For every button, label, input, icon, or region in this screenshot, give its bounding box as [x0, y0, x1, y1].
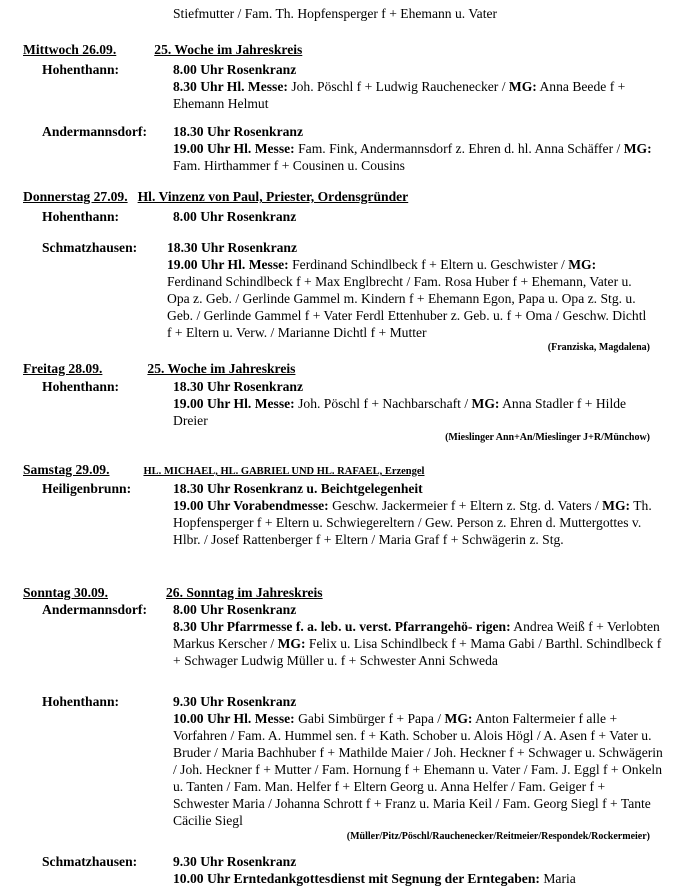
place-label: Hohenthann:: [42, 379, 120, 394]
mass-time: 19.00 Uhr Hl. Messe:: [167, 257, 289, 272]
place-label: Schmatzhausen:: [42, 854, 138, 869]
day-date: Donnerstag 27.09.: [23, 189, 128, 204]
intention-text: Anton Faltermeier f alle + Vorfahren / Fam. A. Hummel sen. f + Kath. Schober u. Alois Högl / A. Asen f + Vater u. Bruder / Maria Bachhuber f + Mathilde Maier / Joh. Heckner f + Schwager u. Schwägerin / Joh. Heckner f + Mutter / Fam. Hornung f + Ehemann u. Vater / Fam. J. Eggl f + Onkeln u. Tanten / Fam. Man. Helfer f + Eltern Georg u. Anna Helfer / Fam. Geiger f + Schwester Maria / Johanna Schrott f + Franz u. Maria Keil / Fam. Georg Siegl f + Tante Cäcilie Siegl: [173, 711, 663, 828]
intention-text: Ferdinand Schindlbeck f + Max Englbrecht / Fam. Rosa Huber f + Ehemann, Vater u. Opa z. Geb. / Gerlinde Gammel m. Kindern f + Ehemann Egon, Papa u. Opa z. Stg. u. Geb. / Gerlinde Gammel f + Vater Ferdl Ettenhuber z. Geb. u. f + Oma / Geschw. Dichtl f + Eltern u. Verw. / Marianne Dichtl f + Mutter: [167, 274, 647, 340]
mg-label: MG:: [623, 141, 652, 156]
mass-intentions: [173, 78, 663, 112]
intention-text: Joh. Pöschl f + Ludwig Rauchenecker /: [291, 79, 506, 94]
continuation-line: Stiefmutter / Fam. Th. Hopfensperger f + Ehemann u. Vater: [173, 6, 498, 21]
place-label: Hohenthann:: [42, 209, 120, 224]
mass-intentions: [173, 870, 663, 887]
day-header-wednesday: [23, 41, 302, 58]
mass-intentions: [173, 497, 663, 548]
service-line: 9.30 Uhr Rosenkranz: [173, 694, 297, 709]
mass-time: 10.00 Uhr Hl. Messe:: [173, 711, 295, 726]
mass-time: 8.30 Uhr Pfarrmesse f. a. leb. u. verst. Pfarrangehö- rigen:: [173, 619, 511, 634]
intention-text: Joh. Pöschl f + Nachbarschaft /: [298, 396, 469, 411]
intention-text: Maria: [543, 871, 576, 886]
day-header-thursday: [23, 188, 408, 205]
mg-label: MG:: [444, 711, 473, 726]
day-date: Freitag 28.09.: [23, 361, 103, 376]
service-line: 9.30 Uhr Rosenkranz: [173, 854, 297, 869]
intention-text: Anna Beede f + Ehemann Helmut: [173, 79, 626, 111]
ministrant-note: (Müller/Pitz/Pöschl/Rauchenecker/Reitmeier/Respondek/Rockermeier): [346, 831, 650, 842]
mg-label: MG:: [508, 79, 537, 94]
mass-time: 8.30 Uhr Hl. Messe:: [173, 79, 288, 94]
intention-text: Th. Hopfensperger f + Eltern u. Schwiegereltern / Gew. Person z. Ehren d. Muttergottes v. Hlbr. / Josef Rattenberger f + Eltern / Maria Graf f + Schwägerin z. Stg.: [173, 498, 652, 547]
mass-intentions: [173, 618, 663, 669]
mg-label: MG:: [471, 396, 500, 411]
place-label: Heiligenbrunn:: [42, 481, 132, 496]
mass-intentions: [173, 710, 663, 829]
intention-text: Fam. Fink, Andermannsdorf z. Ehren d. hl. Anna Schäffer /: [298, 141, 621, 156]
day-header-saturday: [23, 461, 424, 480]
day-header-sunday: [23, 584, 323, 601]
intention-text: Gabi Simbürger f + Papa /: [298, 711, 442, 726]
place-label: Hohenthann:: [42, 62, 120, 77]
day-title: 25. Woche im Jahreskreis: [147, 361, 296, 376]
intention-text: Geschw. Jackermeier f + Eltern z. Stg. d. Vaters /: [332, 498, 599, 513]
service-line: 18.30 Uhr Rosenkranz: [173, 379, 304, 394]
intention-text: Andrea Weiß f + Verlobten Markus Kerscher /: [173, 619, 660, 651]
mg-label: MG:: [277, 636, 306, 651]
mass-intentions: [167, 256, 647, 341]
day-title: Hl. Vinzenz von Paul, Priester, Ordensgründer: [137, 189, 409, 204]
ministrant-note: (Mieslinger Ann+An/Mieslinger J+R/Münchow): [445, 432, 650, 443]
place-label: Schmatzhausen:: [42, 240, 138, 255]
intention-text: Anna Stadler f + Hilde Dreier: [173, 396, 627, 428]
mass-time: 10.00 Uhr Erntedankgottesdienst mit Segnung der Erntegaben:: [173, 871, 540, 886]
intention-text: Felix u. Lisa Schindlbeck f + Mama Gabi / Barthl. Schindlbeck f + Schwager Ludwig Müller u. f + Schwester Anni Schweda: [173, 636, 662, 668]
mass-time: 19.00 Uhr Hl. Messe:: [173, 141, 295, 156]
day-date: Samstag 29.09.: [23, 462, 110, 477]
service-line: 18.30 Uhr Rosenkranz: [167, 240, 298, 255]
service-line: 8.00 Uhr Rosenkranz: [173, 602, 297, 617]
place-label: Andermannsdorf:: [42, 602, 147, 617]
service-line: 8.00 Uhr Rosenkranz: [173, 62, 297, 77]
intention-text: Ferdinand Schindlbeck f + Eltern u. Geschwister /: [292, 257, 565, 272]
day-title: 25. Woche im Jahreskreis: [154, 42, 303, 57]
day-title: 26. Sonntag im Jahreskreis: [165, 585, 323, 600]
mass-time: 19.00 Uhr Hl. Messe:: [173, 396, 295, 411]
day-title: HL. MICHAEL, HL. GABRIEL UND HL. RAFAEL, Erzengel: [143, 466, 425, 477]
day-date: Sonntag 30.09.: [23, 585, 108, 600]
ministrant-note: (Franziska, Magdalena): [547, 342, 650, 353]
place-label: Hohenthann:: [42, 694, 120, 709]
day-date: Mittwoch 26.09.: [23, 42, 117, 57]
mass-intentions: [173, 140, 663, 174]
mass-intentions: [173, 395, 643, 429]
intention-text: Fam. Hirthammer f + Cousinen u. Cousins: [173, 158, 405, 173]
mass-time: 19.00 Uhr Vorabendmesse:: [173, 498, 329, 513]
place-label: Andermannsdorf:: [42, 124, 147, 139]
service-line: 18.30 Uhr Rosenkranz u. Beichtgelegenheit: [173, 481, 423, 496]
service-line: 8.00 Uhr Rosenkranz: [173, 209, 297, 224]
mg-label: MG:: [568, 257, 597, 272]
mg-label: MG:: [602, 498, 631, 513]
day-header-friday: [23, 360, 295, 377]
service-line: 18.30 Uhr Rosenkranz: [173, 124, 304, 139]
